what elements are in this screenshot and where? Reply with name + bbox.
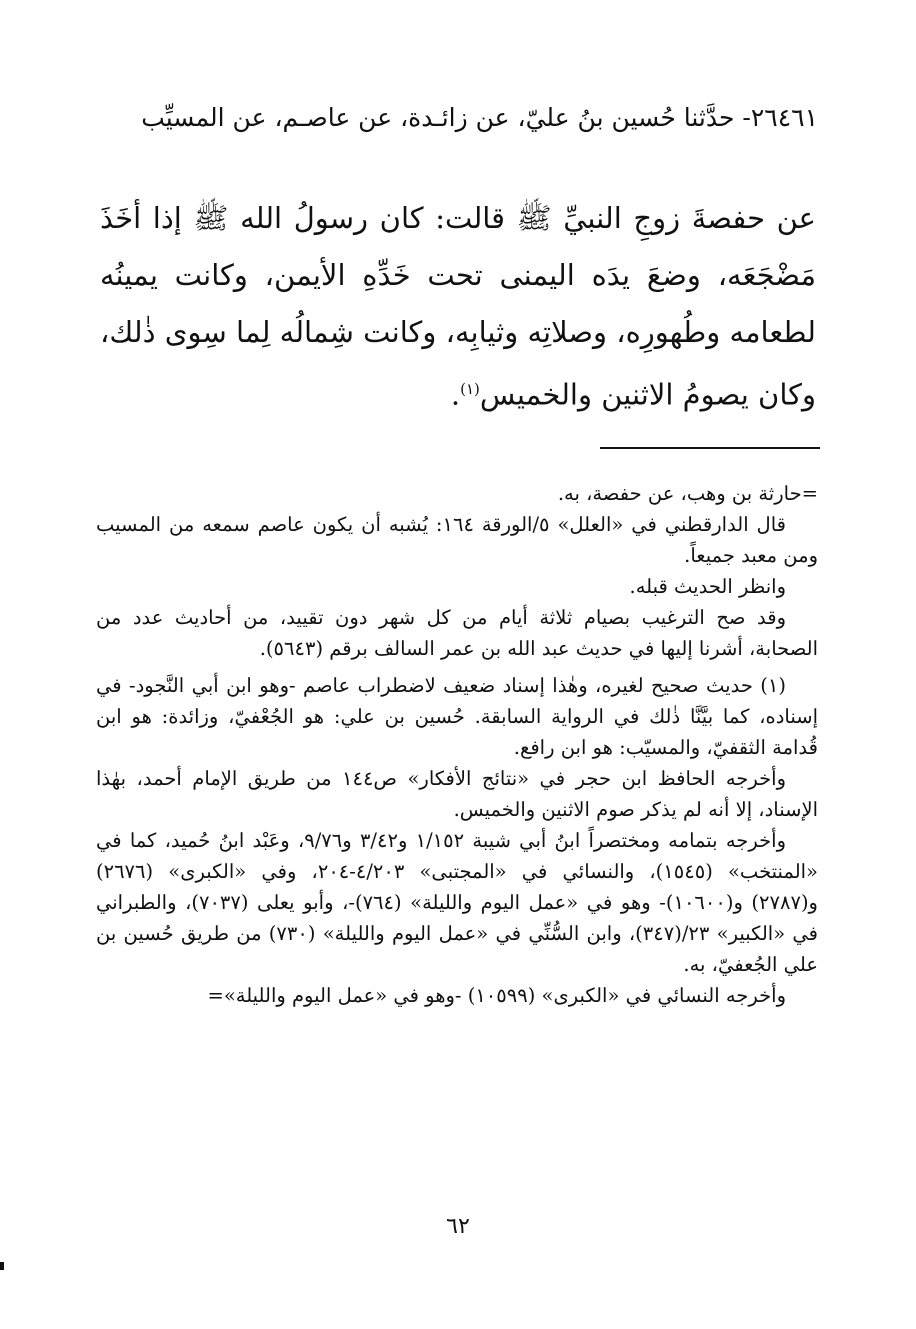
footnote-paragraph: وأخرجه النسائي في «الكبرى» (١٠٥٩٩) -وهو في «عمل اليوم والليلة»= bbox=[207, 984, 786, 1007]
footnote-paragraph: وأخرجه الحافظ ابن حجر في «نتائج الأفكار» ص١٤٤ من طريق الإمام أحمد، بهٰذا الإسناد، إلا أنه لم يذكر صوم الاثنين والخميس. bbox=[96, 767, 818, 821]
hadith-isnad: ٢٦٤٦١- حدَّثنا حُسين بنُ عليّ، عن زائـدة، عن عاصـم، عن المسيِّب bbox=[141, 103, 818, 132]
page-number: ٦٢ bbox=[446, 1214, 470, 1239]
footnote-marker: (١) bbox=[460, 380, 480, 398]
footnote-1: (١) حديث صحيح لغيره، وهٰذا إسناد ضعيف لاضطراب عاصم -وهو ابن أبي النَّجود- في إسناده، كما بيَّنَّا ذٰلك في الرواية السابقة. حُسين بن علي: هو الجُعْفيّ، وزائدة: هو ابن قُدامة الثقفيّ، والمسيّب: هو ابن رافع. bbox=[96, 674, 819, 759]
footnote-paragraph: وانظر الحديث قبله. bbox=[629, 575, 786, 598]
footnote-paragraph: قال الدارقطني في «العلل» ٥/الورقة ١٦٤: يُشبه أن يكون عاصم سمعه من المسيب ومن معبد جميعاً. bbox=[96, 513, 818, 567]
footnote-paragraph: وقد صح الترغيب بصيام ثلاثة أيام من كل شهر دون تقييد، من أحاديث عدد من الصحابة، أشرنا إليها في حديث عبد الله بن عمر السالف برقم (٥٦٤٣). bbox=[96, 606, 818, 660]
footnote-separator bbox=[600, 447, 820, 449]
footnote-paragraph: وأخرجه بتمامه ومختصراً ابنُ أبي شيبة ١/١٥٢ و٣/٤٢ و٩/٧٦، وعَبْد ابنُ حُميد، كما في «المنتخب» (١٥٤٥)، والنسائي في «المجتبى» ٤/٢٠٣-٢٠٤، وفي «الكبرى» (٢٦٧٦) و(٢٧٨٧) و(١٠٦٠٠)- وهو في «عمل اليوم والليلة» (٧٦٤)-، وأبو يعلى (٧٠٣٧)، والطبراني في «الكبير» ٢٣/(٣٤٧)، وابن السُّنِّي في «عمل اليوم والليلة» (٧٣٠) من طريق حُسين بن علي الجُعفيّ، به. bbox=[96, 829, 818, 976]
hadith-end-punct: . bbox=[450, 377, 461, 412]
hadith-matn-text: عن حفصةَ زوجِ النبيِّ ﷺ قالت: كان رسولُ الله ﷺ إذا أخَذَ مَضْجَعَه، وضعَ يدَه اليمنى تحت خَدِّهِ الأيمن، وكانت يمينُه لطعامه وطُهورِه، وصلاتِه وثيابِه، وكانت شِمالُه لِما سِوى ذٰلك، وكان يصومُ الاثنين والخميس bbox=[100, 201, 816, 412]
hadith-matn bbox=[100, 190, 816, 424]
footnotes-block bbox=[96, 478, 818, 1011]
footnote-continuation: =حارثة بن وهب، عن حفصة، به. bbox=[557, 482, 818, 505]
scan-edge-mark bbox=[0, 1262, 4, 1270]
